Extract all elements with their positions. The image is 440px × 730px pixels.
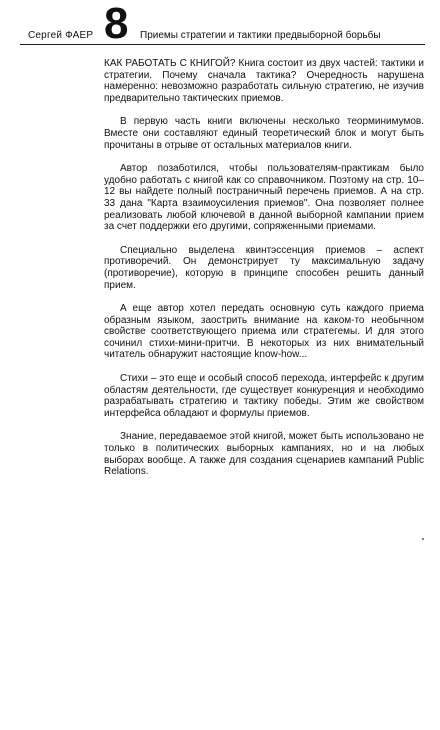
scan-speck [422,538,424,540]
author-name: Сергей ФАЕР [28,30,94,41]
paragraph: Специально выделена квинтэссенция приемов – аспект противоречий. Он демонстрирует ту максимальную задачу (противоречие), которую в принципе способен решить данный прием. [104,244,424,291]
paragraph: В первую часть книги включены несколько теорминимумов. Вместе они составляют единый теоретический блок и могут быть прочитаны в отрыве от остальных материалов книги. [104,116,424,151]
page-header [0,0,440,48]
paragraph: А еще автор хотел передать основную суть каждого приема образным языком, заострить внимание на каком-то необычном свойстве соответствующего приема или стратегемы. И для этого сочинил стихи-мини-притчи. В некоторых из них внимательный читатель обнаружит настоящие know-how... [104,303,424,361]
paragraph: Стихи – это еще и особый способ перехода, интерфейс к другим областям деятельности, где существует конкуренция и необходимо разрабатывать стратегию и тактику победы. Этим же свойством интерфейса обладают и формулы приемов. [104,373,424,419]
paragraph: Знание, передаваемое этой книгой, может быть использовано не только в политических выборных кампаниях, но и на любых выборах вообще. А также для создания сценариев кампаний Public Relations. [104,431,424,478]
running-title: Приемы стратегии и тактики предвыборной борьбы [140,30,381,41]
body-text [104,58,424,490]
paragraph: Автор позаботился, чтобы пользователям-практикам было удобно работать с книгой как со справочником. Поэтому на стр. 10–12 вы найдете полный постраничный перечень приемов. А на стр. 33 дана "Карта взаимоусиления приемов". Она позволяет полнее реализовать любой ключевой в данной выборной кампании прием за счет поддержки его другими, сопряженными приемами. [104,163,424,233]
page-number: 8 [104,0,129,48]
paragraph: КАК РАБОТАТЬ С КНИГОЙ? Книга состоит из двух частей: тактики и стратегии. Почему сначала тактика? Очередность нарушена намеренно: невозможно разработать сильную стратегию, не изучив предварительно тактических приемов. [104,58,424,104]
header-rule [20,44,425,45]
